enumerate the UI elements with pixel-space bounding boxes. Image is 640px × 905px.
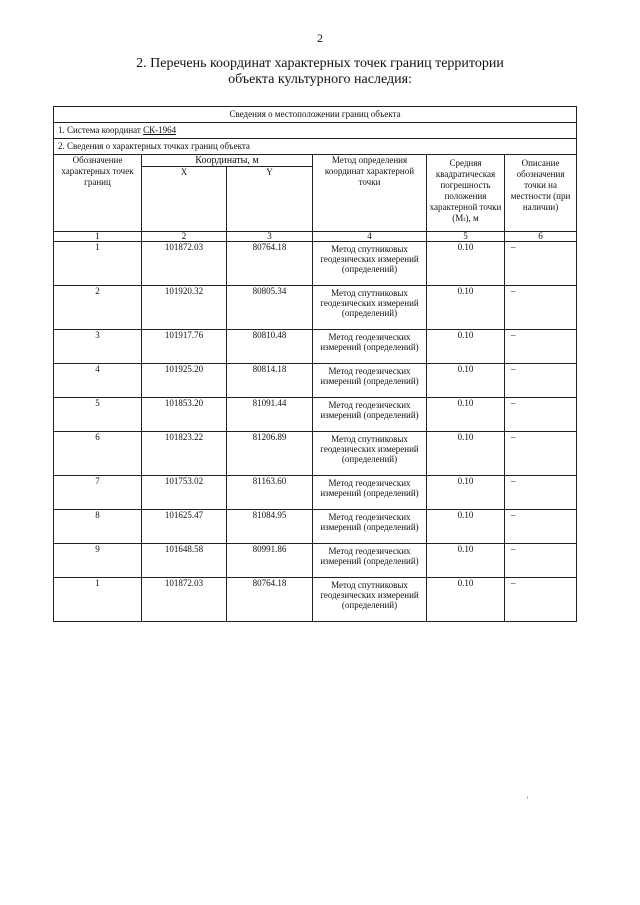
- y-value: 81163.60: [227, 476, 313, 510]
- accuracy-value: 0.10: [427, 242, 505, 286]
- accuracy-value: 0.10: [427, 510, 505, 544]
- x-value: 101925.20: [142, 364, 227, 398]
- method-value: Метод спутниковых геодезических измерений (определений): [313, 578, 427, 622]
- description-value: –: [505, 330, 577, 364]
- table-row: [54, 510, 577, 544]
- point-id: 5: [54, 398, 142, 432]
- accuracy-value: 0.10: [427, 364, 505, 398]
- y-value: 80764.18: [227, 242, 313, 286]
- x-value: 101872.03: [142, 242, 227, 286]
- method-value: Метод геодезических измерений (определений): [313, 398, 427, 432]
- col-number: 5: [427, 232, 505, 242]
- document-title: [100, 56, 540, 88]
- col-number: 3: [227, 232, 313, 242]
- description-value: –: [505, 242, 577, 286]
- point-id: 7: [54, 476, 142, 510]
- col-header-accuracy: Средняя квадратическая погрешность положения характерной точки (Mₜ), м: [427, 155, 505, 232]
- description-value: –: [505, 544, 577, 578]
- point-id: 8: [54, 510, 142, 544]
- y-value: 81091.44: [227, 398, 313, 432]
- y-value: 80764.18: [227, 578, 313, 622]
- points-header: 2. Сведения о характерных точках границ объекта: [54, 139, 577, 155]
- x-value: 101853.20: [142, 398, 227, 432]
- table-row: [54, 432, 577, 476]
- method-value: Метод геодезических измерений (определений): [313, 476, 427, 510]
- x-value: 101917.76: [142, 330, 227, 364]
- col-header-coords: Координаты, м: [142, 155, 313, 167]
- x-value: 101823.22: [142, 432, 227, 476]
- description-value: –: [505, 476, 577, 510]
- description-value: –: [505, 578, 577, 622]
- point-id: 6: [54, 432, 142, 476]
- point-id: 9: [54, 544, 142, 578]
- accuracy-value: 0.10: [427, 286, 505, 330]
- table-row: [54, 544, 577, 578]
- method-value: Метод геодезических измерений (определений): [313, 330, 427, 364]
- x-value: 101648.58: [142, 544, 227, 578]
- method-value: Метод геодезических измерений (определений): [313, 510, 427, 544]
- description-value: –: [505, 364, 577, 398]
- title-line-1: 2. Перечень координат характерных точек границ территории: [136, 56, 504, 71]
- table-row: [54, 286, 577, 330]
- table-row: [54, 330, 577, 364]
- y-value: 81206.89: [227, 432, 313, 476]
- table-row: [54, 364, 577, 398]
- scan-speck: [527, 796, 528, 799]
- col-header-y: Y: [227, 167, 313, 232]
- table-row: [54, 476, 577, 510]
- point-id: 4: [54, 364, 142, 398]
- col-number: 1: [54, 232, 142, 242]
- col-header-x: X: [142, 167, 227, 232]
- y-value: 80805.34: [227, 286, 313, 330]
- method-value: Метод спутниковых геодезических измерений (определений): [313, 242, 427, 286]
- coord-system-label: 1. Система координат: [58, 125, 144, 135]
- method-value: Метод спутниковых геодезических измерений (определений): [313, 286, 427, 330]
- col-header-point: Обозначение характерных точек границ: [54, 155, 142, 232]
- section-header: Сведения о местоположении границ объекта: [54, 107, 577, 123]
- col-number: 4: [313, 232, 427, 242]
- coordinates-table: [53, 106, 577, 622]
- y-value: 81084.95: [227, 510, 313, 544]
- accuracy-value: 0.10: [427, 398, 505, 432]
- point-id: 1: [54, 578, 142, 622]
- point-id: 2: [54, 286, 142, 330]
- description-value: –: [505, 432, 577, 476]
- table-row: [54, 578, 577, 622]
- point-id: 1: [54, 242, 142, 286]
- accuracy-value: 0.10: [427, 476, 505, 510]
- col-header-description: Описание обозначения точки на местности (при наличии): [505, 155, 577, 232]
- method-value: Метод спутниковых геодезических измерений (определений): [313, 432, 427, 476]
- y-value: 80810.48: [227, 330, 313, 364]
- x-value: 101753.02: [142, 476, 227, 510]
- col-header-method: Метод определения координат характерной точки: [313, 155, 427, 232]
- accuracy-value: 0.10: [427, 578, 505, 622]
- table-row: [54, 242, 577, 286]
- accuracy-value: 0.10: [427, 544, 505, 578]
- method-value: Метод геодезических измерений (определений): [313, 544, 427, 578]
- method-value: Метод геодезических измерений (определений): [313, 364, 427, 398]
- x-value: 101920.32: [142, 286, 227, 330]
- title-line-2: объекта культурного наследия:: [228, 72, 412, 87]
- column-numbers-row: [54, 232, 577, 242]
- description-value: –: [505, 398, 577, 432]
- x-value: 101872.03: [142, 578, 227, 622]
- table-row: [54, 398, 577, 432]
- coord-system-value: СК-1964: [143, 125, 177, 135]
- x-value: 101625.47: [142, 510, 227, 544]
- accuracy-value: 0.10: [427, 330, 505, 364]
- page-number: 2: [317, 31, 323, 45]
- y-value: 80991.86: [227, 544, 313, 578]
- description-value: –: [505, 510, 577, 544]
- description-value: –: [505, 286, 577, 330]
- point-id: 3: [54, 330, 142, 364]
- accuracy-value: 0.10: [427, 432, 505, 476]
- y-value: 80814.18: [227, 364, 313, 398]
- col-number: 6: [505, 232, 577, 242]
- col-number: 2: [142, 232, 227, 242]
- coord-system-row: [54, 123, 577, 139]
